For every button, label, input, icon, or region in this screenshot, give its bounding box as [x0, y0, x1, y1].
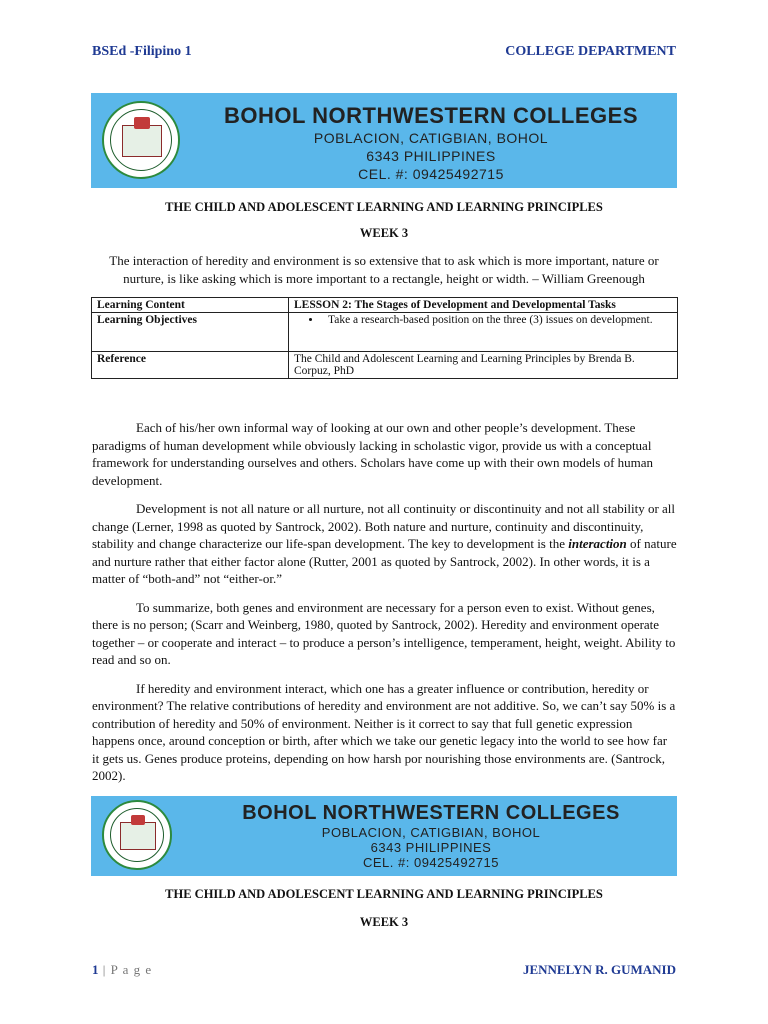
school-phone: CEL. #: 09425492715: [363, 855, 499, 870]
page-footer: [92, 962, 676, 982]
school-banner-2: [91, 796, 677, 876]
school-name: BOHOL NORTHWESTERN COLLEGES: [242, 802, 620, 824]
course-code: BSEd -Filipino 1: [92, 44, 192, 59]
paragraph: If heredity and environment interact, which one has a greater influence or contribution, heredity or environment? The relative contributions of heredity and environment are not additive. So, we can’t say 50% is a contribution of heredity and 50% of environment. Neither is it correct to say that full genetic expression happens once, around conception or birth, after which we take our genetic legacy into the world to see how far it gets us. Genes produce proteins, depending on how harsh por nourishing those environments are. (Santrock, 2002).: [92, 680, 676, 783]
school-seal-icon: [102, 101, 180, 179]
objective-item: • Take a research-based position on the three (3) issues on development.: [322, 314, 672, 326]
school-address-2: 6343 PHILIPPINES: [366, 148, 496, 164]
page-header: [92, 44, 676, 64]
week-label-2: WEEK 3: [359, 915, 409, 929]
school-address-1: POBLACION, CATIGBIAN, BOHOL: [313, 130, 549, 146]
row-value: The Child and Adolescent Learning and Learning Principles by Brenda B. Corpuz, PhD: [289, 352, 678, 379]
author-name: JENNELYN R. GUMANID: [522, 962, 676, 977]
banner-text: [221, 802, 661, 870]
row-value: LESSON 2: The Stages of Development and Developmental Tasks: [289, 298, 678, 313]
opening-quote: The interaction of heredity and environment is so extensive that to ask which is more important, nature or nurture, is like asking which is more important to a rectangle, height or width. – William Greenough: [109, 253, 659, 286]
emphasis-interaction: interaction: [568, 536, 627, 551]
body-text: [92, 419, 677, 796]
row-label: Learning Content: [92, 298, 289, 313]
week-label: WEEK 3: [359, 226, 409, 240]
paragraph: Development is not all nature or all nurture, not all continuity or discontinuity and not all stability or all change (Lerner, 1998 as quoted by Santrock, 2002). Both nature and nurture, continuity and discontinuity, stability and change characterize our life-span development. The key to development is the interaction of nature and nurture rather that either factor alone (Rutter, 2001 as quoted by Santrock, 2002). In other words, it is a matter of “both-and” not “either-or.”: [92, 501, 677, 586]
table-row: [92, 352, 678, 379]
row-label: Reference: [92, 352, 289, 379]
school-address-2: 6343 PHILIPPINES: [370, 840, 492, 855]
school-seal-icon: [102, 800, 172, 870]
row-label: Learning Objectives: [92, 313, 289, 352]
paragraph: To summarize, both genes and environment are necessary for a person even to exist. Without genes, there is no person; (Scarr and Weinberg, 1980, quoted by Santrock, 2002). Heredity and environment operate together – or cooperate and interact – to produce a person’s intelligence, temperament, height, weight. Ability to read and so on.: [92, 599, 676, 667]
paragraph: Each of his/her own informal way of looking at our own and other people’s development. These paradigms of human development while obviously lacking in scholastic vigor, provide us with a conceptual framework for understanding ourselves and others. Scholars have come up with their own models of human development.: [92, 420, 654, 488]
row-value: [289, 313, 678, 352]
school-phone: CEL. #: 09425492715: [358, 166, 504, 182]
school-address-1: POBLACION, CATIGBIAN, BOHOL: [321, 825, 541, 840]
course-title-2: THE CHILD AND ADOLESCENT LEARNING AND LEARNING PRINCIPLES: [165, 887, 603, 901]
course-title: THE CHILD AND ADOLESCENT LEARNING AND LEARNING PRINCIPLES: [165, 200, 603, 214]
page-number: 1 | P a g e: [92, 962, 153, 977]
table-row: [92, 298, 678, 313]
lesson-info-table: [91, 297, 678, 379]
school-banner: [91, 93, 677, 188]
table-row: [92, 313, 678, 352]
school-name: BOHOL NORTHWESTERN COLLEGES: [224, 103, 638, 128]
department-label: COLLEGE DEPARTMENT: [505, 44, 676, 59]
banner-text: [221, 103, 661, 183]
